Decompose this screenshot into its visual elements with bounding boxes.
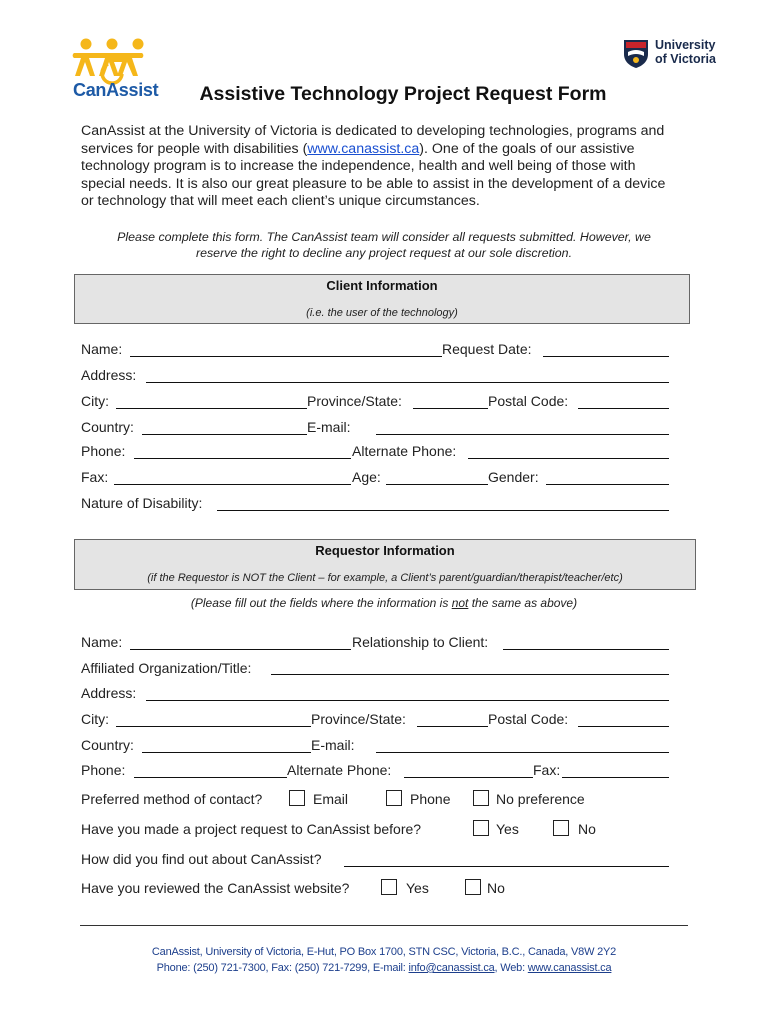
client-email-field[interactable] [376,434,669,435]
requestor-row-phone: Phone: Alternate Phone: Fax: [81,762,671,780]
client-row-fax: Fax: Age: Gender: [81,469,671,487]
client-row-name: Name: Request Date: [81,341,671,359]
client-address-field[interactable] [146,382,669,383]
client-info-header: Client Information (i.e. the user of the technology) [74,274,690,324]
client-gender-field[interactable] [546,484,669,485]
client-age-field[interactable] [386,484,488,485]
requestor-email-field[interactable] [376,752,669,753]
reviewed-website-row: Have you reviewed the CanAssist website? Yes No [81,880,505,896]
canassist-link[interactable]: www.canassist.ca [307,140,420,157]
previous-request-yes-checkbox[interactable] [473,820,489,836]
requestor-name-field[interactable] [130,649,351,650]
uvic-crest-icon [622,38,650,70]
client-alt-phone-field[interactable] [468,458,669,459]
client-city-field[interactable] [116,408,307,409]
phone-checkbox[interactable] [386,790,402,806]
client-country-field[interactable] [142,434,307,435]
client-fax-field[interactable] [114,484,351,485]
requestor-fax-field[interactable] [562,777,669,778]
client-row-phone: Phone: Alternate Phone: [81,443,671,461]
requestor-row-name: Name: Relationship to Client: [81,634,671,652]
requestor-row-country: Country: E-mail: [81,737,671,755]
no-preference-checkbox[interactable] [473,790,489,806]
footer-address: CanAssist, University of Victoria, E-Hut, PO Box 1700, STN CSC, Victoria, B.C., Canada, V8W 2Y2 [151,946,617,958]
client-request-date-field[interactable] [543,356,669,357]
requestor-relationship-field[interactable] [503,649,669,650]
footer-web-link[interactable]: www.canassist.ca [527,962,612,974]
requestor-province-field[interactable] [417,726,488,727]
client-row-address: Address: [81,367,671,385]
instructions-note: Please complete this form. The CanAssist team will consider all requests submitted. However, we reserve the right to decline any project request at our sole discretion. [117,230,651,260]
intro-paragraph: CanAssist at the University of Victoria is dedicated to developing technologies, programs and services for people with disabilities (www.canassist.ca). One of the goals of our assistive technology program is to increase the independence, health and well being of those with special needs. It is also our great pleasure to be able to assist in the development of a device or technology that will meet each client’s unique circumstances. [81,123,666,209]
requestor-address-field[interactable] [146,700,669,701]
client-name-field[interactable] [130,356,442,357]
requestor-row-city: City: Province/State: Postal Code: [81,711,671,729]
requestor-info-header: Requestor Information (if the Requestor is NOT the Client – for example, a Client’s parent/guardian/therapist/teacher/etc) [74,539,696,590]
client-row-country: Country: E-mail: [81,419,671,437]
requestor-note: (Please fill out the fields where the information is not the same as above) [190,596,578,610]
uvic-logo-text: University of Victoria [655,38,716,66]
requestor-postal-field[interactable] [578,726,669,727]
requestor-row-organization: Affiliated Organization/Title: [81,660,671,678]
reviewed-no-checkbox[interactable] [465,879,481,895]
requestor-alt-phone-field[interactable] [404,777,533,778]
contact-method-row: Preferred method of contact? Email Phone No preference [81,791,585,807]
requestor-phone-field[interactable] [134,777,287,778]
page-title: Assistive Technology Project Request Form [199,83,607,105]
requestor-organization-field[interactable] [271,674,669,675]
canassist-logo-text: CanAssist [73,80,159,100]
footer-contact: Phone: (250) 721-7300, Fax: (250) 721-7299, E-mail: info@canassist.ca, Web: www.canassist.ca [156,962,612,974]
found-out-row: How did you find out about CanAssist? [81,851,671,869]
client-postal-field[interactable] [578,408,669,409]
email-checkbox[interactable] [289,790,305,806]
client-province-field[interactable] [413,408,488,409]
client-disability-field[interactable] [217,510,669,511]
client-phone-field[interactable] [134,458,351,459]
requestor-country-field[interactable] [142,752,311,753]
previous-request-no-checkbox[interactable] [553,820,569,836]
found-out-field[interactable] [344,866,669,867]
requestor-city-field[interactable] [116,726,311,727]
previous-request-row: Have you made a project request to CanAssist before? Yes No [81,821,596,837]
client-row-city: City: Province/State: Postal Code: [81,393,671,411]
footer-divider [80,925,688,926]
reviewed-yes-checkbox[interactable] [381,879,397,895]
requestor-row-address: Address: [81,685,671,703]
footer-email-link[interactable]: info@canassist.ca [408,962,495,974]
client-row-disability: Nature of Disability: [81,495,671,513]
